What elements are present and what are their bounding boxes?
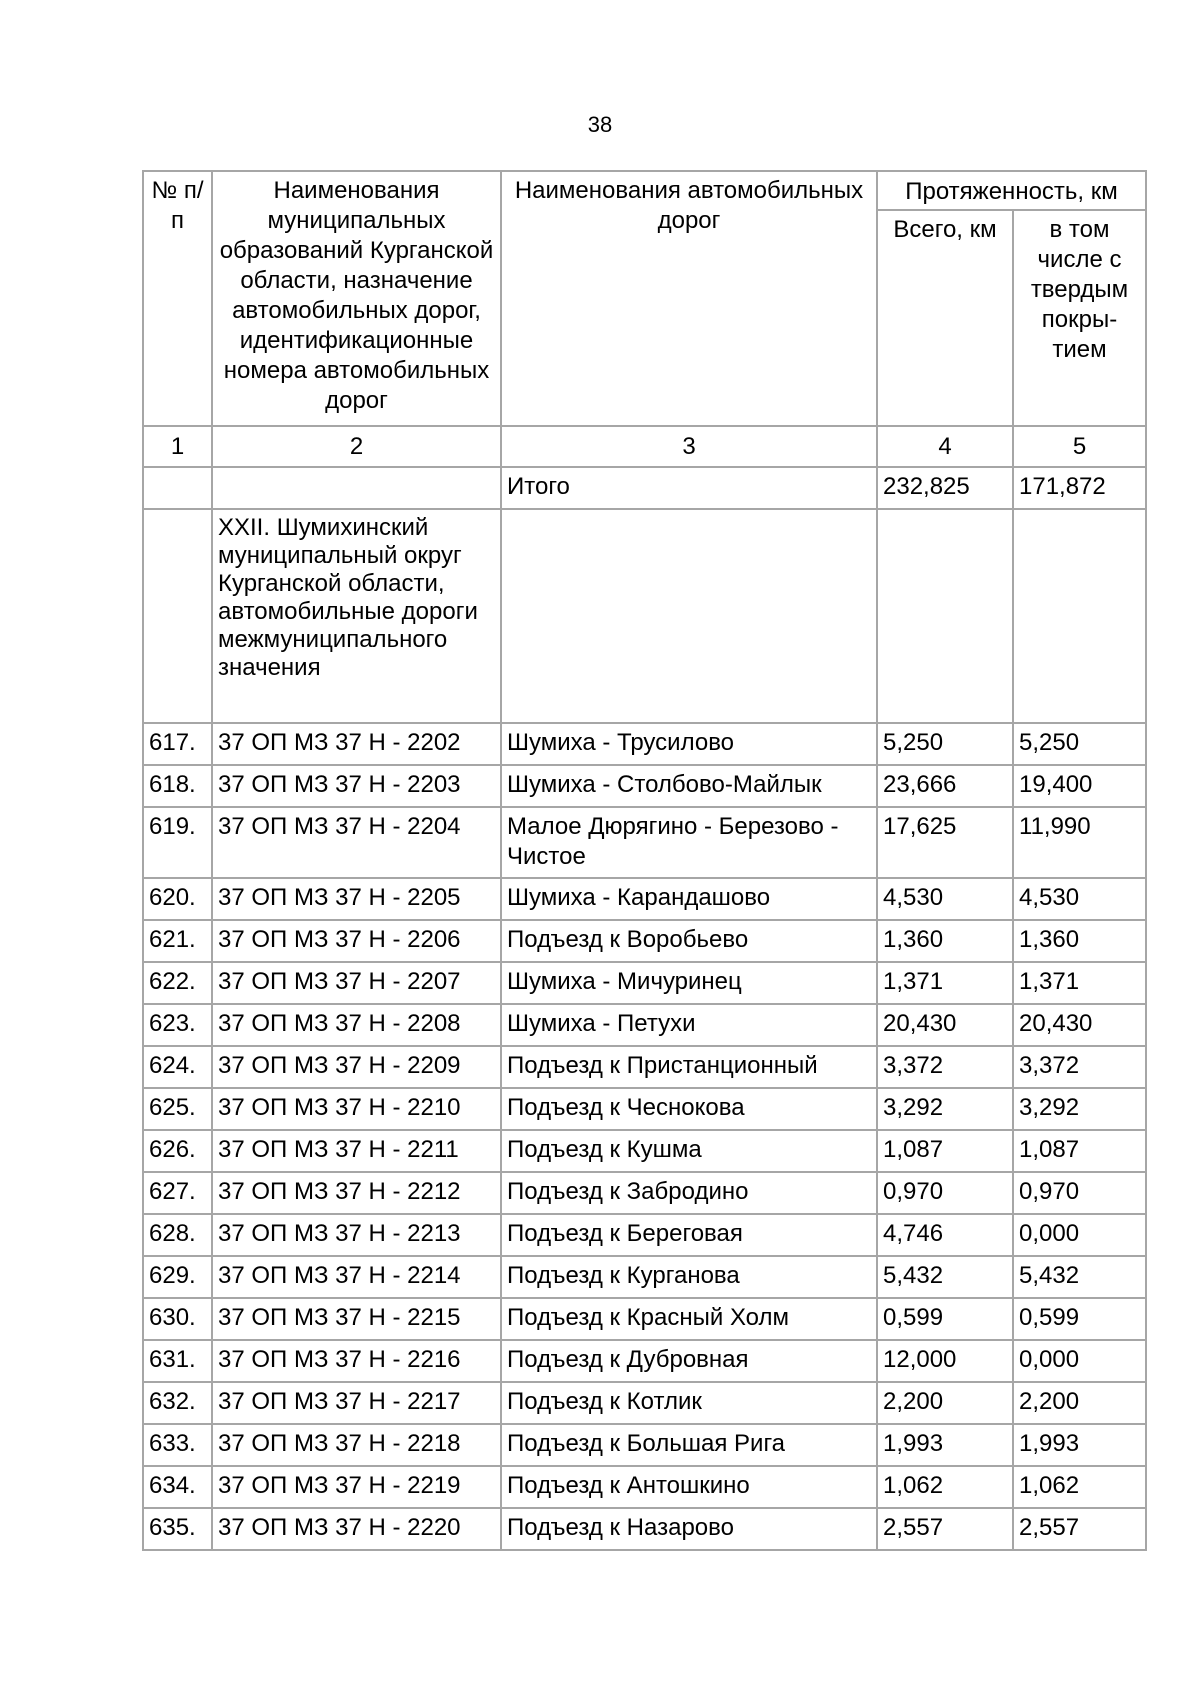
header-municipality: Наименования муниципальных образований Курганской области, назначение автомобильных дорог, идентификационные номера автомобильных дорог xyxy=(212,171,501,426)
table-row xyxy=(143,723,1146,765)
road-name: Подъезд к Красный Холм xyxy=(501,1298,877,1340)
road-name: Подъезд к Назарово xyxy=(501,1508,877,1550)
road-name: Подъезд к Дубровная xyxy=(501,1340,877,1382)
column-numbers-row xyxy=(143,426,1146,467)
road-length-total: 4,530 xyxy=(877,878,1013,920)
road-id: 37 ОП МЗ 37 Н - 2217 xyxy=(212,1382,501,1424)
header-length-group: Протяженность, км xyxy=(877,171,1146,210)
road-name: Подъезд к Пристанционный xyxy=(501,1046,877,1088)
row-number: 625. xyxy=(143,1088,212,1130)
table-row xyxy=(143,807,1146,878)
road-length-paved: 0,000 xyxy=(1013,1340,1146,1382)
table-row xyxy=(143,1046,1146,1088)
row-number: 619. xyxy=(143,807,212,878)
row-number: 634. xyxy=(143,1466,212,1508)
table-row xyxy=(143,1298,1146,1340)
table-row xyxy=(143,1172,1146,1214)
road-id: 37 ОП МЗ 37 Н - 2214 xyxy=(212,1256,501,1298)
road-id: 37 ОП МЗ 37 Н - 2219 xyxy=(212,1466,501,1508)
road-length-paved: 2,557 xyxy=(1013,1508,1146,1550)
road-name: Подъезд к Котлик xyxy=(501,1382,877,1424)
road-length-paved: 4,530 xyxy=(1013,878,1146,920)
road-name: Подъезд к Чеснокова xyxy=(501,1088,877,1130)
row-number: 626. xyxy=(143,1130,212,1172)
road-length-total: 1,062 xyxy=(877,1466,1013,1508)
table-row xyxy=(143,1130,1146,1172)
row-number: 628. xyxy=(143,1214,212,1256)
road-length-paved: 1,993 xyxy=(1013,1424,1146,1466)
column-number: 4 xyxy=(877,426,1013,467)
road-length-total: 5,250 xyxy=(877,723,1013,765)
road-length-total: 0,599 xyxy=(877,1298,1013,1340)
roads-table xyxy=(142,170,1147,1551)
row-number: 633. xyxy=(143,1424,212,1466)
table-row xyxy=(143,878,1146,920)
road-id: 37 ОП МЗ 37 Н - 2204 xyxy=(212,807,501,878)
road-name: Шумиха - Карандашово xyxy=(501,878,877,920)
road-length-total: 2,200 xyxy=(877,1382,1013,1424)
road-length-total: 5,432 xyxy=(877,1256,1013,1298)
page-number: 38 xyxy=(587,112,613,137)
row-number: 621. xyxy=(143,920,212,962)
road-length-total: 23,666 xyxy=(877,765,1013,807)
road-length-total: 20,430 xyxy=(877,1004,1013,1046)
row-number: 631. xyxy=(143,1340,212,1382)
section-paved xyxy=(1013,509,1146,723)
table-row xyxy=(143,1256,1146,1298)
section-road-name xyxy=(501,509,877,723)
table-row xyxy=(143,1466,1146,1508)
header-paved: в том числе с твердым покры-тием xyxy=(1013,210,1146,426)
header-num: № п/п xyxy=(143,171,212,426)
column-number: 1 xyxy=(143,426,212,467)
row-number: 627. xyxy=(143,1172,212,1214)
column-number: 3 xyxy=(501,426,877,467)
road-length-paved: 1,087 xyxy=(1013,1130,1146,1172)
road-id: 37 ОП МЗ 37 Н - 2208 xyxy=(212,1004,501,1046)
road-length-total: 1,993 xyxy=(877,1424,1013,1466)
road-length-paved: 0,970 xyxy=(1013,1172,1146,1214)
road-id: 37 ОП МЗ 37 Н - 2220 xyxy=(212,1508,501,1550)
road-id: 37 ОП МЗ 37 Н - 2206 xyxy=(212,920,501,962)
total-length: 232,825 xyxy=(877,467,1013,509)
road-length-total: 1,371 xyxy=(877,962,1013,1004)
road-length-total: 17,625 xyxy=(877,807,1013,878)
section-num xyxy=(143,509,212,723)
road-length-paved: 19,400 xyxy=(1013,765,1146,807)
row-number: 618. xyxy=(143,765,212,807)
road-name: Шумиха - Петухи xyxy=(501,1004,877,1046)
table-row xyxy=(143,1424,1146,1466)
road-length-paved: 1,371 xyxy=(1013,962,1146,1004)
table-row xyxy=(143,1382,1146,1424)
road-name: Подъезд к Большая Рига xyxy=(501,1424,877,1466)
row-number: 635. xyxy=(143,1508,212,1550)
row-number: 629. xyxy=(143,1256,212,1298)
road-id: 37 ОП МЗ 37 Н - 2218 xyxy=(212,1424,501,1466)
road-id: 37 ОП МЗ 37 Н - 2211 xyxy=(212,1130,501,1172)
road-id: 37 ОП МЗ 37 Н - 2203 xyxy=(212,765,501,807)
section-total xyxy=(877,509,1013,723)
row-number: 620. xyxy=(143,878,212,920)
road-name: Подъезд к Кушма xyxy=(501,1130,877,1172)
road-length-paved: 5,250 xyxy=(1013,723,1146,765)
road-name: Шумиха - Столбово-Майлык xyxy=(501,765,877,807)
road-length-paved: 20,430 xyxy=(1013,1004,1146,1046)
road-name: Малое Дюрягино - Березово - Чистое xyxy=(501,807,877,878)
total-row-num xyxy=(143,467,212,509)
header-road-name: Наименования автомобильных дорог xyxy=(501,171,877,426)
road-length-total: 1,087 xyxy=(877,1130,1013,1172)
road-name: Шумиха - Мичуринец xyxy=(501,962,877,1004)
road-length-paved: 1,062 xyxy=(1013,1466,1146,1508)
row-number: 632. xyxy=(143,1382,212,1424)
row-number: 630. xyxy=(143,1298,212,1340)
table-row xyxy=(143,1088,1146,1130)
road-length-paved: 1,360 xyxy=(1013,920,1146,962)
road-length-paved: 0,000 xyxy=(1013,1214,1146,1256)
table-row xyxy=(143,1214,1146,1256)
road-length-paved: 0,599 xyxy=(1013,1298,1146,1340)
road-name: Шумиха - Трусилово xyxy=(501,723,877,765)
road-name: Подъезд к Воробьево xyxy=(501,920,877,962)
road-id: 37 ОП МЗ 37 Н - 2207 xyxy=(212,962,501,1004)
road-length-paved: 11,990 xyxy=(1013,807,1146,878)
road-id: 37 ОП МЗ 37 Н - 2210 xyxy=(212,1088,501,1130)
header-row xyxy=(143,171,1146,210)
road-length-total: 1,360 xyxy=(877,920,1013,962)
road-id: 37 ОП МЗ 37 Н - 2216 xyxy=(212,1340,501,1382)
road-id: 37 ОП МЗ 37 Н - 2202 xyxy=(212,723,501,765)
table-row xyxy=(143,1508,1146,1550)
table-row xyxy=(143,1340,1146,1382)
road-length-total: 2,557 xyxy=(877,1508,1013,1550)
row-number: 623. xyxy=(143,1004,212,1046)
road-name: Подъезд к Антошкино xyxy=(501,1466,877,1508)
row-number: 622. xyxy=(143,962,212,1004)
road-id: 37 ОП МЗ 37 Н - 2213 xyxy=(212,1214,501,1256)
road-name: Подъезд к Забродино xyxy=(501,1172,877,1214)
road-length-paved: 2,200 xyxy=(1013,1382,1146,1424)
total-row xyxy=(143,467,1146,509)
total-paved: 171,872 xyxy=(1013,467,1146,509)
road-length-total: 4,746 xyxy=(877,1214,1013,1256)
road-length-total: 3,372 xyxy=(877,1046,1013,1088)
road-id: 37 ОП МЗ 37 Н - 2205 xyxy=(212,878,501,920)
table-row xyxy=(143,962,1146,1004)
road-name: Подъезд к Береговая xyxy=(501,1214,877,1256)
total-label: Итого xyxy=(501,467,877,509)
road-name: Подъезд к Курганова xyxy=(501,1256,877,1298)
road-length-paved: 3,292 xyxy=(1013,1088,1146,1130)
table-row xyxy=(143,1004,1146,1046)
column-number: 2 xyxy=(212,426,501,467)
row-number: 617. xyxy=(143,723,212,765)
road-id: 37 ОП МЗ 37 Н - 2212 xyxy=(212,1172,501,1214)
header-total: Всего, км xyxy=(877,210,1013,426)
road-id: 37 ОП МЗ 37 Н - 2209 xyxy=(212,1046,501,1088)
row-number: 624. xyxy=(143,1046,212,1088)
road-length-total: 12,000 xyxy=(877,1340,1013,1382)
section-row xyxy=(143,509,1146,723)
road-id: 37 ОП МЗ 37 Н - 2215 xyxy=(212,1298,501,1340)
road-length-paved: 5,432 xyxy=(1013,1256,1146,1298)
table-row xyxy=(143,765,1146,807)
section-title: XXII. Шумихинский муниципальный округ Курганской области, автомобильные дороги межмуниципального значения xyxy=(212,509,501,723)
total-row-id xyxy=(212,467,501,509)
table-row xyxy=(143,920,1146,962)
road-length-paved: 3,372 xyxy=(1013,1046,1146,1088)
road-length-total: 0,970 xyxy=(877,1172,1013,1214)
column-number: 5 xyxy=(1013,426,1146,467)
road-length-total: 3,292 xyxy=(877,1088,1013,1130)
